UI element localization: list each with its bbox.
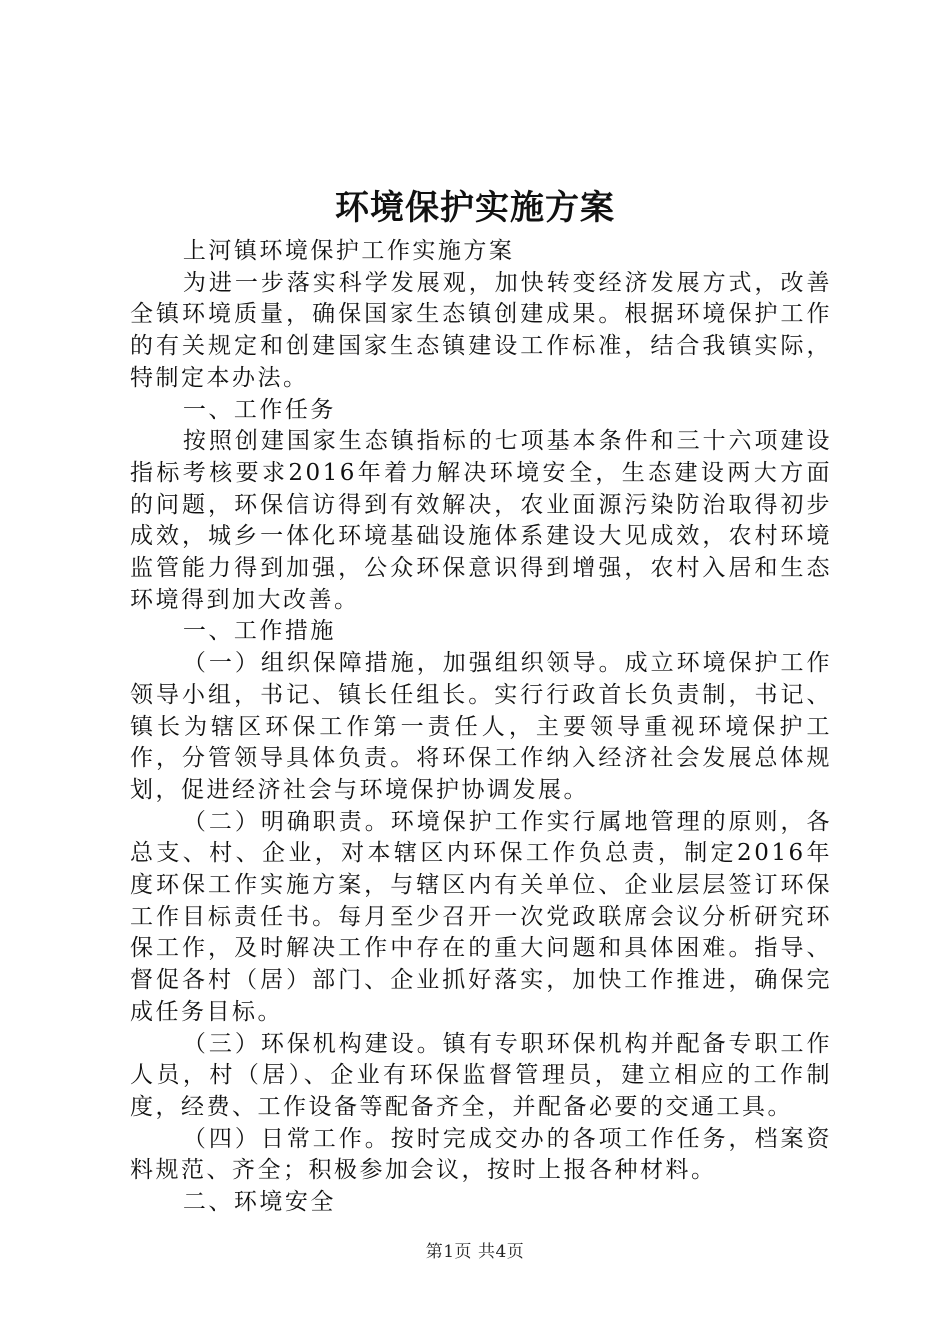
paragraph-measure-4: （四）日常工作。按时完成交办的各项工作任务，档案资料规范、齐全；积极参加会议，按时上报各种材料。	[130, 1125, 832, 1184]
paragraph-intro: 为进一步落实科学发展观，加快转变经济发展方式，改善全镇环境质量，确保国家生态镇创建成果。根据环境保护工作的有关规定和创建国家生态镇建设工作标准，结合我镇实际，特制定本办法。	[130, 269, 832, 391]
paragraph-measure-2: （二）明确职责。环境保护工作实行属地管理的原则，各总支、村、企业，对本辖区内环保工作负总责，制定2016年度环保工作实施方案，与辖区内有关单位、企业层层签订环保工作目标责任书。每月至少召开一次党政联席会议分析研究环保工作，及时解决工作中存在的重大问题和具体困难。指导、督促各村（居）部门、企业抓好落实，加快工作推进，确保完成任务目标。	[130, 808, 832, 1025]
paragraph-measure-1: （一）组织保障措施，加强组织领导。成立环境保护工作领导小组，书记、镇长任组长。实行行政首长负责制，书记、镇长为辖区环保工作第一责任人，主要领导重视环境保护工作，分管领导具体负责。将环保工作纳入经济社会发展总体规划，促进经济社会与环境保护协调发展。	[130, 650, 832, 803]
paragraph-tasks: 按照创建国家生态镇指标的七项基本条件和三十六项建设指标考核要求2016年着力解决环境安全，生态建设两大方面的问题，环保信访得到有效解决，农业面源污染防治取得初步成效，城乡一体化环境基础设施体系建设大见成效，农村环境监管能力得到加强，公众环保意识得到增强，农村入居和生态环境得到加大改善。	[130, 428, 832, 613]
page-footer: 第1页 共4页	[425, 1242, 525, 1262]
document-title: 环境保护实施方案	[335, 188, 615, 228]
paragraph-measure-3: （三）环保机构建设。镇有专职环保机构并配备专职工作人员，村（居）、企业有环保监督管理员，建立相应的工作制度，经费、工作设备等配备齐全，并配备必要的交通工具。	[130, 1030, 832, 1120]
section-heading-measures: 一、工作措施	[182, 618, 336, 645]
paragraph-subtitle: 上河镇环境保护工作实施方案	[182, 238, 515, 264]
section-heading-safety: 二、环境安全	[182, 1189, 336, 1216]
document-body	[130, 236, 832, 1219]
section-heading-tasks: 一、工作任务	[182, 396, 336, 423]
